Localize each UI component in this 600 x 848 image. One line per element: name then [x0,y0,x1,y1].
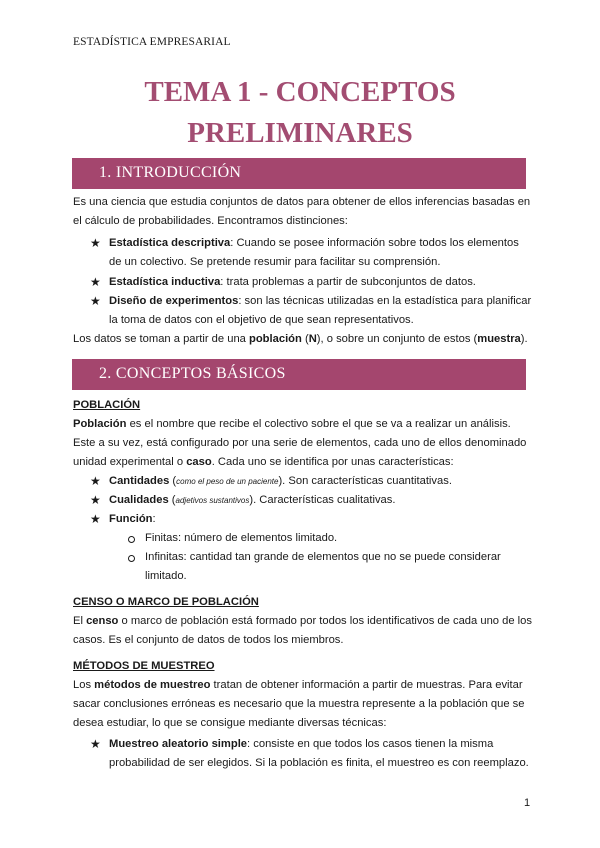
term: Cualidades [109,494,169,506]
running-header: ESTADÍSTICA EMPRESARIAL [73,36,231,48]
term: Diseño de experimentos [109,295,239,307]
text-run: ( [168,494,176,506]
section-heading-conceptos-basicos [72,359,526,390]
text-run: Los datos se toman a partir de una [73,333,250,345]
term: muestra [477,333,521,345]
page-number: 1 [524,797,531,809]
text-run: ). Son características cuantitativas. [278,475,452,487]
term: población [249,333,302,345]
page-title-line-1: TEMA 1 - CONCEPTOS [144,76,456,108]
text-run: : consiste en que todos los casos tienen la misma [247,738,494,750]
term: Muestreo aleatorio simple [109,738,248,750]
bullet-cualidades [109,491,395,511]
text-run: ( [169,475,177,487]
censo-line [73,612,532,632]
bullet-text: : Cuando se posee información sobre todos los elementos [230,237,519,249]
text-run: tratan de obtener información a partir de muestras. Para evitar [210,679,523,691]
star-bullet-icon: ★ [90,474,101,488]
term: Cantidades [109,475,170,487]
section-heading-text: 1. INTRODUCCIÓN [99,164,242,181]
text-run: ). Características cualitativas. [249,494,396,506]
text-run: ), o sobre un conjunto de estos ( [316,333,478,345]
example-note: adjetivos sustantivos [175,496,250,505]
text-run: ( [301,333,309,345]
subheading-censo: CENSO O MARCO DE POBLACIÓN [73,596,259,608]
text-run: Los [73,679,95,691]
text-run: unidad experimental o [73,456,187,468]
intro-paragraph-line: Es una ciencia que estudia conjuntos de datos para obtener de ellos inferencias basadas en [73,196,531,208]
bullet-inductiva [109,273,476,293]
star-bullet-icon: ★ [90,275,101,289]
sub-bullet-infinitas: Infinitas: cantidad tan grande de elementos que no se puede considerar [145,551,501,563]
section-heading-text: 2. CONCEPTOS BÁSICOS [99,365,286,382]
star-bullet-icon: ★ [90,236,101,250]
term: N [308,333,317,345]
text-run: o marco de población está formado por todos los identificativos de cada uno de los [118,615,532,627]
poblacion-line [73,453,454,473]
bullet-text: : son las técnicas utilizadas en la estadística para planificar [238,295,532,307]
term: caso [186,456,212,468]
example-note: como el peso de un paciente [176,477,279,486]
bullet-cantidades [109,472,452,492]
sub-bullet-text: limitado. [145,570,187,582]
text-run: es el nombre que recibe el colectivo sobre el que se va a realizar un análisis. [126,418,511,430]
bullet-text: de un colectivo. Se pretende resumir para facilitar su comprensión. [109,256,441,268]
bullet-text: probabilidad de ser elegidos. Si la población es finita, el muestreo es con reemplazo. [109,757,529,769]
subheading-poblacion: POBLACIÓN [73,399,141,411]
section-heading-introduccion [72,158,526,189]
metodos-line [73,676,523,696]
metodos-line: sacar conclusiones erróneas es necesario que la muestra represente a la población que se [73,698,525,710]
text-run: ). [520,333,528,345]
metodos-line: desea estudiar, lo que se consigue mediante diversas técnicas: [73,717,387,729]
star-bullet-icon: ★ [90,737,101,751]
intro-paragraph-line: el cálculo de probabilidades. Encontramos distinciones: [73,215,348,227]
circle-bullet-icon [128,555,135,562]
page-title-line-2: PRELIMINARES [187,117,413,149]
text-run: El [73,615,87,627]
poblacion-line: Este a su vez, está configurado por una serie de elementos, cada uno de ellos denominado [73,437,527,449]
bullet-descriptiva [109,234,519,254]
circle-bullet-icon [128,536,135,543]
star-bullet-icon: ★ [90,294,101,308]
star-bullet-icon: ★ [90,512,101,526]
bullet-text: la toma de datos con el objetivo de que sean representativos. [109,314,414,326]
term: Población [73,418,127,430]
term: censo [86,615,119,627]
bullet-muestreo-aleatorio [109,735,493,755]
term: Estadística descriptiva [109,237,231,249]
bullet-text: : trata problemas a partir de subconjuntos de datos. [220,276,476,288]
censo-line: casos. Es el conjunto de datos de todos los miembros. [73,634,344,646]
term: métodos de muestreo [94,679,211,691]
term: Función [109,513,153,525]
text-run: : [152,513,156,525]
text-run: . Cada uno se identifica por unas características: [211,456,454,468]
poblacion-line [73,415,511,435]
term: Estadística inductiva [109,276,221,288]
bullet-funcion [109,510,156,530]
subheading-metodos: MÉTODOS DE MUESTREO [73,660,215,672]
intro-closing-line [73,330,528,350]
sub-bullet-finitas: Finitas: número de elementos limitado. [145,532,338,544]
star-bullet-icon: ★ [90,493,101,507]
bullet-diseno [109,292,531,312]
